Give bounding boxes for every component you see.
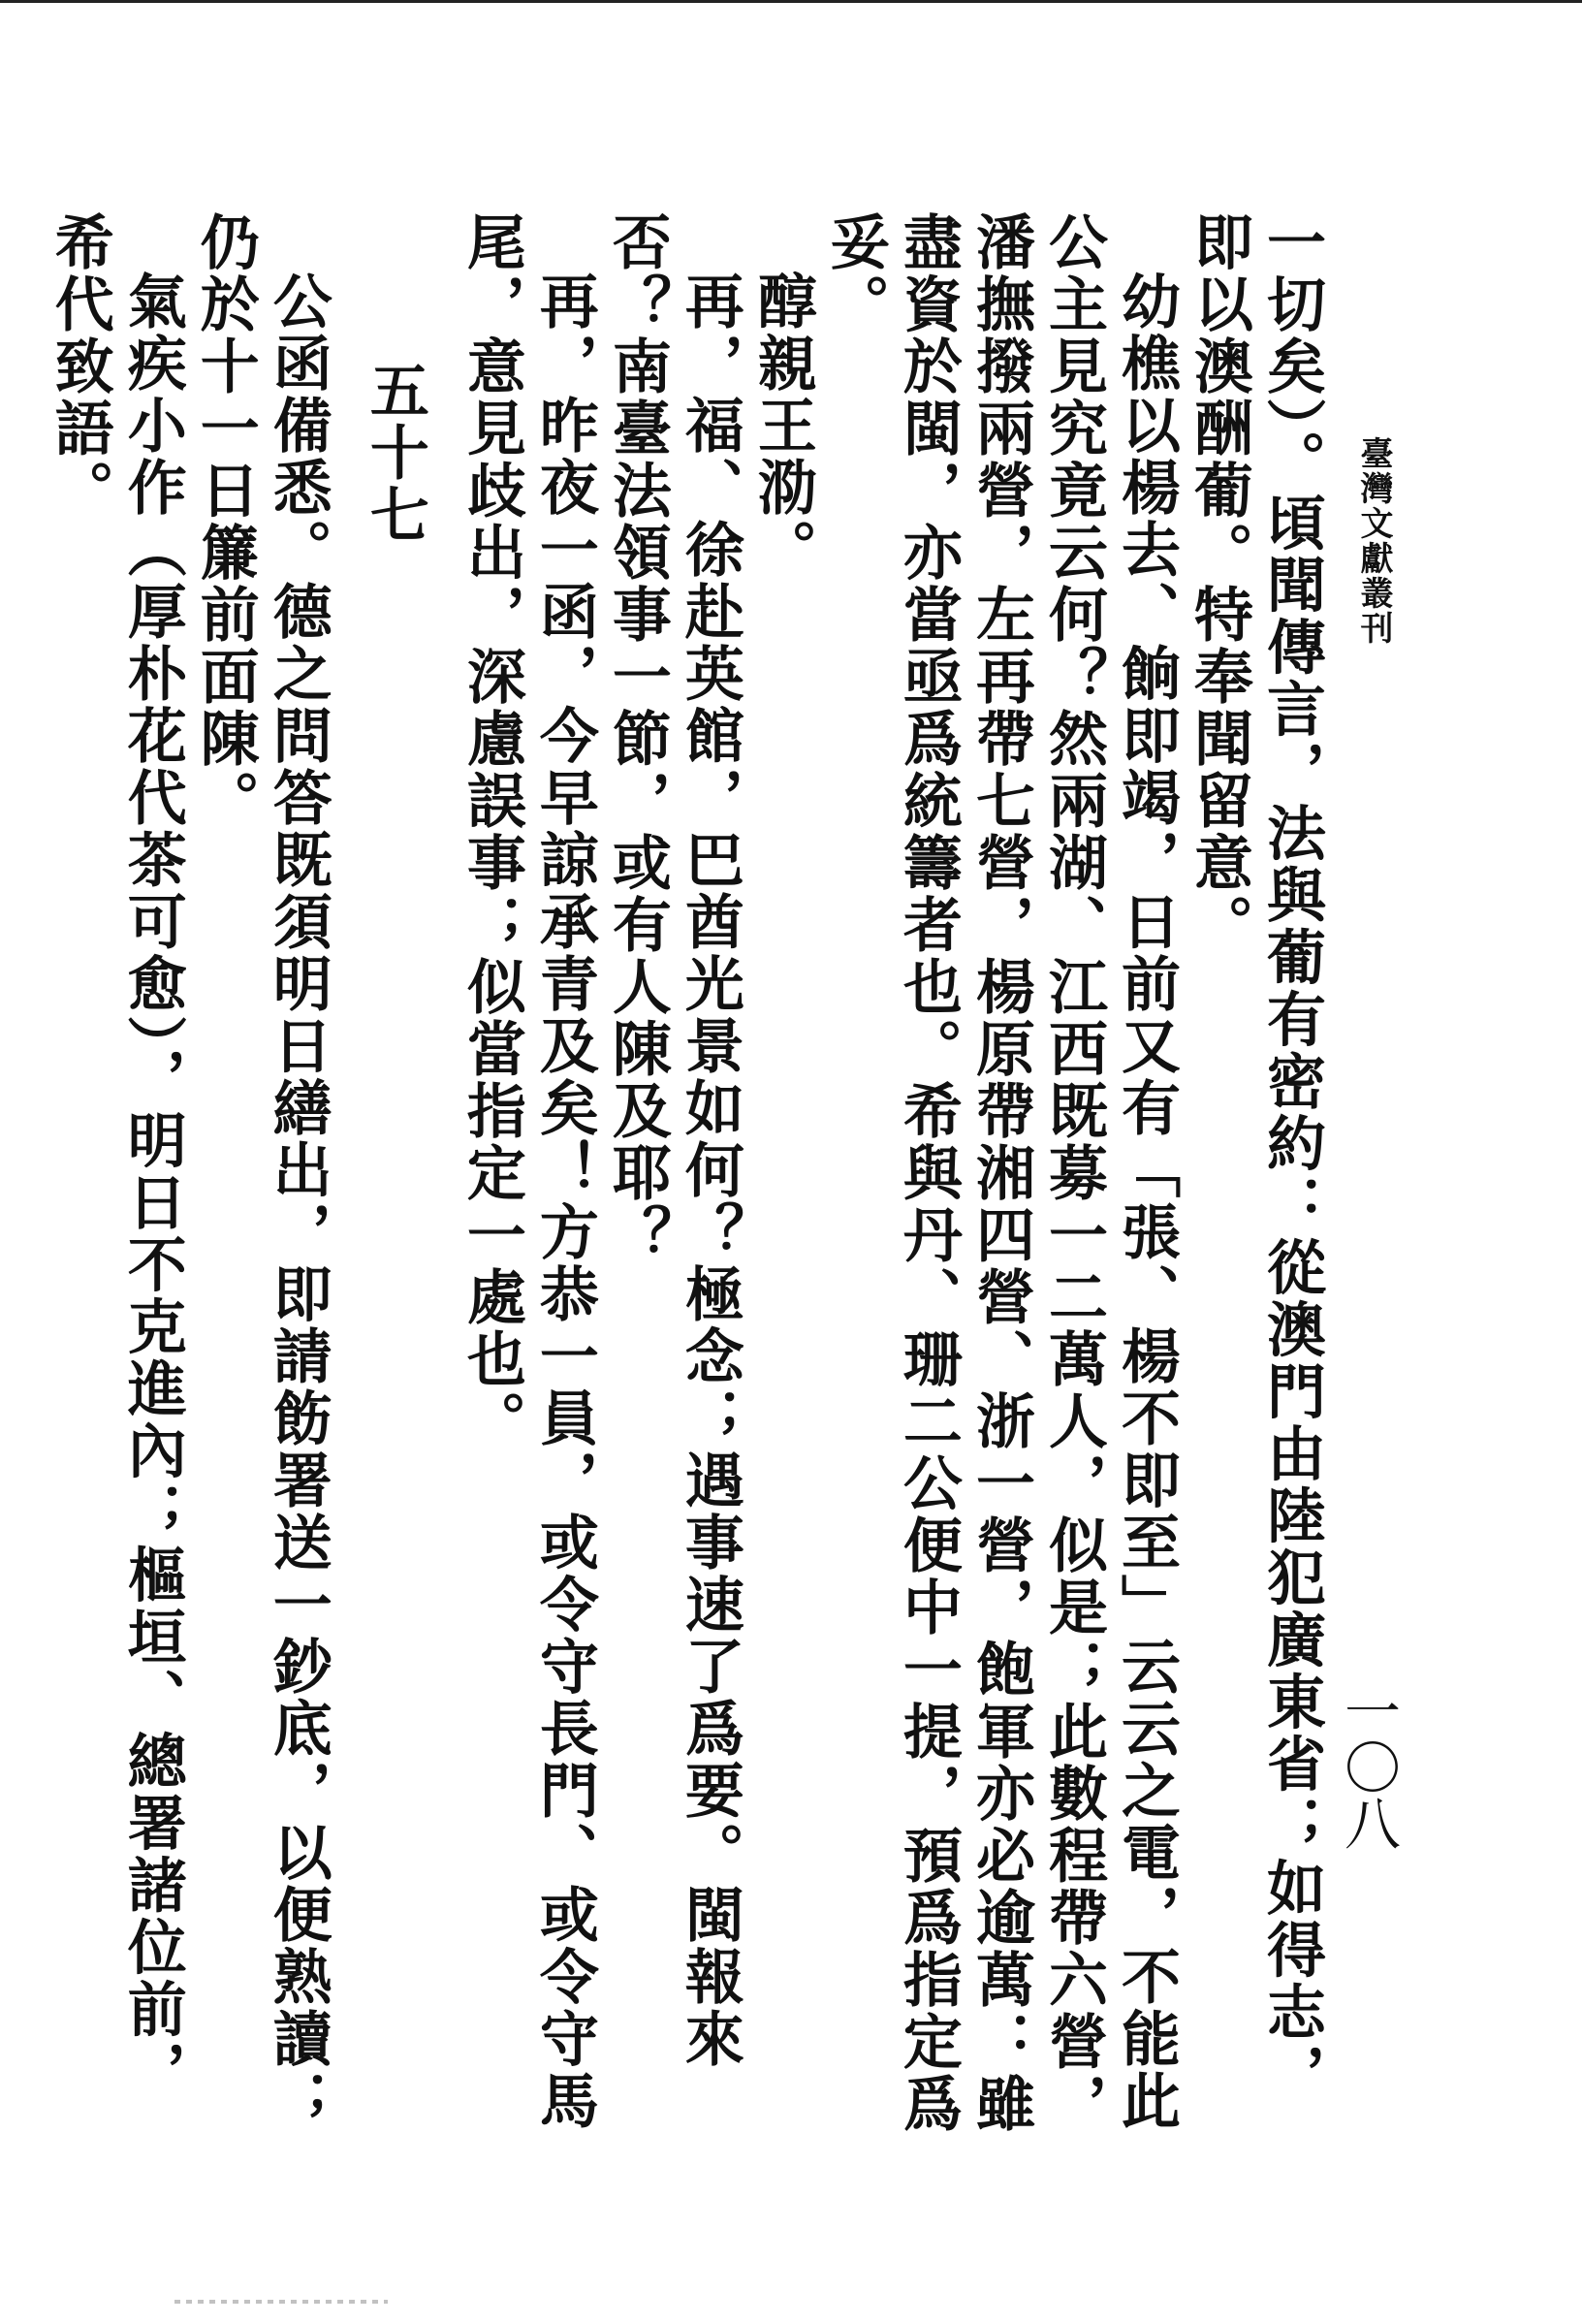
scan-artifact: [174, 2300, 388, 2304]
paragraph: 幼樵以楊去、餉即竭，日前又有「張、楊不即至」云云之電，不能此公主見究竟云何？然兩湖、江西既募一二萬人，似是；此數程帶六營，潘撫撥兩營，左再帶七營，楊原帶湘四營、浙一營，飽軍亦必逾萬：雖盡資於閩，亦當亟爲統籌者也。希與丹、珊二公便中一提，預爲指定爲妥。: [820, 211, 1181, 2135]
top-border-rule: [0, 0, 1582, 3]
paragraph: 醇親王泐。: [747, 271, 817, 581]
section-heading: 五十七: [360, 359, 429, 546]
page-number: 一〇八: [1335, 1682, 1401, 1851]
paragraph: 再，福、徐赴英館，巴酋光景如何？極念；遇事速了爲要。閩報來否？南臺法領事一節，或有人陳及耶？: [602, 211, 744, 2070]
paragraph: 氣疾小作（厚朴花代茶可愈），明日不克進內；樞垣、總署諸位前，希代致語。: [45, 211, 187, 2103]
document-body: [45, 211, 1328, 2160]
paragraph: 公函備悉。德之問答既須明日繕出，即請飭署送一鈔底，以便熟讀；仍於十一日簾前面陳。: [190, 211, 332, 2132]
paragraph: 一切矣）。頃聞傳言，法與葡有密約：從澳門由陸犯廣東省；如得志，即以澳酬葡。特奉聞留意。: [1184, 211, 1326, 2106]
paragraph: 再，昨夜一函，今早諒承青及矣！方恭一員，或令守長門、或令守馬尾，意見歧出，深慮誤事；似當指定一處也。: [457, 211, 599, 2132]
running-header-title: 臺灣文獻叢刊: [1354, 436, 1393, 646]
